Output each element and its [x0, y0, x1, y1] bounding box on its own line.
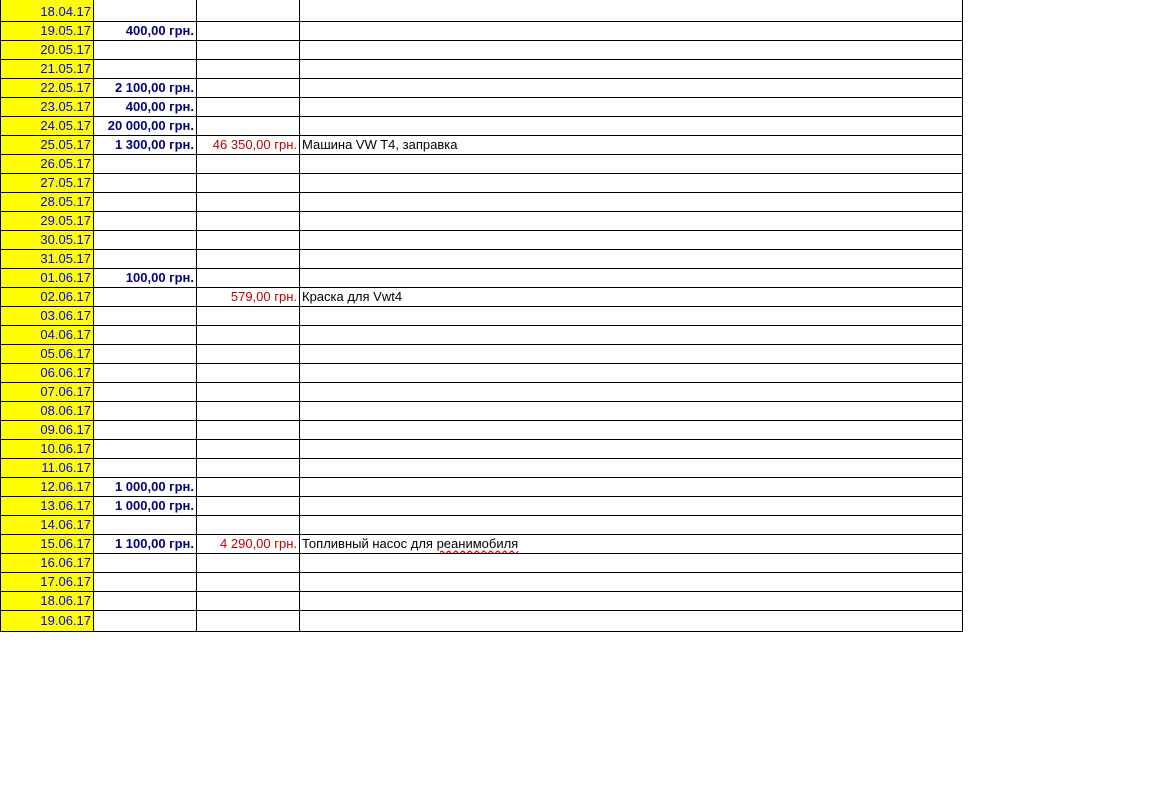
note-cell-text: Машина VW T4, заправка — [302, 136, 458, 152]
income-cell[interactable] — [94, 287, 197, 306]
table-row — [1, 78, 963, 97]
table-row — [1, 192, 963, 211]
income-cell-text: 20 000,00 грн. — [107, 117, 194, 133]
note-cell[interactable] — [300, 135, 963, 154]
spellcheck-flagged-word: реанимобиля — [436, 535, 519, 551]
date-cell[interactable] — [1, 610, 94, 631]
date-cell[interactable] — [1, 21, 94, 40]
expense-cell[interactable] — [197, 515, 300, 534]
expense-cell[interactable] — [197, 534, 300, 553]
table-row — [1, 439, 963, 458]
date-cell[interactable] — [1, 572, 94, 591]
income-cell[interactable] — [94, 78, 197, 97]
date-cell[interactable] — [1, 287, 94, 306]
table-row — [1, 249, 963, 268]
table-row — [1, 344, 963, 363]
note-cell[interactable] — [300, 382, 963, 401]
income-cell[interactable] — [94, 553, 197, 572]
note-cell[interactable] — [300, 230, 963, 249]
date-cell-text: 29.05.17 — [40, 212, 91, 228]
income-cell[interactable] — [94, 439, 197, 458]
income-cell[interactable] — [94, 154, 197, 173]
date-cell-text: 15.06.17 — [40, 535, 91, 551]
note-cell[interactable] — [300, 325, 963, 344]
date-cell-text: 12.06.17 — [40, 478, 91, 494]
note-cell[interactable] — [300, 97, 963, 116]
note-cell[interactable] — [300, 572, 963, 591]
date-cell[interactable] — [1, 268, 94, 287]
date-cell[interactable] — [1, 249, 94, 268]
date-cell-text: 27.05.17 — [40, 174, 91, 190]
income-cell[interactable] — [94, 249, 197, 268]
table-row — [1, 591, 963, 610]
table-row — [1, 230, 963, 249]
income-cell[interactable] — [94, 21, 197, 40]
date-cell[interactable] — [1, 135, 94, 154]
note-cell[interactable] — [300, 192, 963, 211]
table-row — [1, 477, 963, 496]
table-row — [1, 553, 963, 572]
date-cell[interactable] — [1, 591, 94, 610]
date-cell-text: 07.06.17 — [40, 383, 91, 399]
date-cell-text: 03.06.17 — [40, 307, 91, 323]
income-cell[interactable] — [94, 230, 197, 249]
income-cell[interactable] — [94, 192, 197, 211]
income-cell-text: 400,00 грн. — [125, 22, 194, 38]
table-row — [1, 306, 963, 325]
income-cell-text: 400,00 грн. — [125, 98, 194, 114]
income-cell[interactable] — [94, 363, 197, 382]
income-cell[interactable] — [94, 268, 197, 287]
date-cell[interactable] — [1, 382, 94, 401]
date-cell-text: 20.05.17 — [40, 41, 91, 57]
date-cell[interactable] — [1, 496, 94, 515]
table-row — [1, 382, 963, 401]
note-cell[interactable] — [300, 116, 963, 135]
date-cell[interactable] — [1, 97, 94, 116]
note-cell[interactable] — [300, 534, 963, 553]
date-cell-text: 05.06.17 — [40, 345, 91, 361]
income-cell[interactable] — [94, 515, 197, 534]
date-cell[interactable] — [1, 553, 94, 572]
note-cell[interactable] — [300, 173, 963, 192]
note-cell[interactable] — [300, 287, 963, 306]
expense-cell[interactable] — [197, 553, 300, 572]
date-cell[interactable] — [1, 40, 94, 59]
expense-cell[interactable] — [197, 78, 300, 97]
date-cell-text: 18.04.17 — [40, 3, 91, 19]
income-cell-text: 1 000,00 грн. — [114, 497, 194, 513]
expense-cell[interactable] — [197, 21, 300, 40]
expense-cell[interactable] — [197, 344, 300, 363]
expense-cell[interactable] — [197, 59, 300, 78]
income-cell[interactable] — [94, 97, 197, 116]
date-cell-text: 25.05.17 — [40, 136, 91, 152]
date-cell-text: 04.06.17 — [40, 326, 91, 342]
date-cell-text: 19.06.17 — [40, 612, 91, 628]
date-cell-text: 23.05.17 — [40, 98, 91, 114]
income-cell[interactable] — [94, 116, 197, 135]
date-cell[interactable] — [1, 420, 94, 439]
table-row — [1, 59, 963, 78]
table-row — [1, 173, 963, 192]
expense-cell[interactable] — [197, 496, 300, 515]
income-cell[interactable] — [94, 477, 197, 496]
expense-cell[interactable] — [197, 116, 300, 135]
date-cell[interactable] — [1, 230, 94, 249]
table-row — [1, 458, 963, 477]
note-cell[interactable] — [300, 420, 963, 439]
expense-cell[interactable] — [197, 268, 300, 287]
note-cell[interactable] — [300, 211, 963, 230]
note-cell[interactable] — [300, 401, 963, 420]
date-cell-text: 18.06.17 — [40, 592, 91, 608]
date-cell[interactable] — [1, 515, 94, 534]
income-cell[interactable] — [94, 401, 197, 420]
date-cell[interactable] — [1, 173, 94, 192]
income-cell[interactable] — [94, 591, 197, 610]
date-cell[interactable] — [1, 534, 94, 553]
date-cell[interactable] — [1, 154, 94, 173]
income-cell[interactable] — [94, 458, 197, 477]
note-cell[interactable] — [300, 344, 963, 363]
date-cell[interactable] — [1, 344, 94, 363]
note-cell[interactable] — [300, 0, 963, 21]
expense-cell[interactable] — [197, 325, 300, 344]
expense-cell[interactable] — [197, 249, 300, 268]
table-row — [1, 420, 963, 439]
expense-cell-text: 46 350,00 грн. — [212, 136, 297, 152]
table-row — [1, 21, 963, 40]
date-cell-text: 30.05.17 — [40, 231, 91, 247]
note-cell[interactable] — [300, 553, 963, 572]
expense-cell[interactable] — [197, 401, 300, 420]
date-cell[interactable] — [1, 401, 94, 420]
table-row — [1, 610, 963, 631]
date-cell-text: 01.06.17 — [40, 269, 91, 285]
table-row — [1, 401, 963, 420]
date-cell-text: 10.06.17 — [40, 440, 91, 456]
date-cell[interactable] — [1, 0, 94, 21]
note-cell[interactable] — [300, 306, 963, 325]
expense-cell[interactable] — [197, 135, 300, 154]
date-cell[interactable] — [1, 59, 94, 78]
table-row — [1, 40, 963, 59]
note-cell[interactable] — [300, 515, 963, 534]
note-cell[interactable] — [300, 40, 963, 59]
income-cell-text: 100,00 грн. — [125, 269, 194, 285]
table-row — [1, 534, 963, 553]
expense-cell[interactable] — [197, 0, 300, 21]
date-cell[interactable] — [1, 477, 94, 496]
date-cell-text: 13.06.17 — [40, 497, 91, 513]
date-cell[interactable] — [1, 116, 94, 135]
note-cell[interactable] — [300, 78, 963, 97]
expense-cell[interactable] — [197, 306, 300, 325]
note-cell[interactable] — [300, 21, 963, 40]
date-cell[interactable] — [1, 306, 94, 325]
income-cell[interactable] — [94, 610, 197, 631]
date-cell-text: 31.05.17 — [40, 250, 91, 266]
note-cell-text: Краска для Vwt4 — [302, 288, 403, 304]
table-row — [1, 496, 963, 515]
note-cell[interactable] — [300, 249, 963, 268]
expense-cell[interactable] — [197, 439, 300, 458]
note-cell[interactable] — [300, 268, 963, 287]
date-cell-text: 24.05.17 — [40, 117, 91, 133]
income-cell-text: 1 000,00 грн. — [114, 478, 194, 494]
table-row — [1, 287, 963, 306]
income-cell[interactable] — [94, 572, 197, 591]
income-cell[interactable] — [94, 59, 197, 78]
date-cell-text: 09.06.17 — [40, 421, 91, 437]
expense-cell[interactable] — [197, 477, 300, 496]
note-cell[interactable] — [300, 363, 963, 382]
expense-cell[interactable] — [197, 363, 300, 382]
expense-cell[interactable] — [197, 610, 300, 631]
note-cell[interactable] — [300, 477, 963, 496]
date-cell[interactable] — [1, 325, 94, 344]
expense-cell[interactable] — [197, 173, 300, 192]
table-row — [1, 97, 963, 116]
date-cell-text: 26.05.17 — [40, 155, 91, 171]
note-cell[interactable] — [300, 458, 963, 477]
income-cell[interactable] — [94, 325, 197, 344]
income-cell[interactable] — [94, 496, 197, 515]
income-cell-text: 1 100,00 грн. — [114, 535, 194, 551]
expense-cell-text: 579,00 грн. — [230, 288, 297, 304]
date-cell-text: 17.06.17 — [40, 573, 91, 589]
note-cell[interactable] — [300, 496, 963, 515]
date-cell[interactable] — [1, 78, 94, 97]
income-cell[interactable] — [94, 173, 197, 192]
expense-cell[interactable] — [197, 420, 300, 439]
expense-cell[interactable] — [197, 591, 300, 610]
income-cell[interactable] — [94, 420, 197, 439]
date-cell[interactable] — [1, 439, 94, 458]
expense-cell[interactable] — [197, 211, 300, 230]
expense-cell[interactable] — [197, 230, 300, 249]
note-cell[interactable] — [300, 154, 963, 173]
date-cell-text: 21.05.17 — [40, 60, 91, 76]
date-cell-text: 19.05.17 — [40, 22, 91, 38]
expense-cell[interactable] — [197, 287, 300, 306]
date-cell-text: 11.06.17 — [41, 459, 91, 475]
table-row — [1, 116, 963, 135]
expense-cell[interactable] — [197, 458, 300, 477]
expense-cell[interactable] — [197, 572, 300, 591]
date-cell-text: 08.06.17 — [40, 402, 91, 418]
table-row — [1, 268, 963, 287]
date-cell-text: 16.06.17 — [40, 554, 91, 570]
date-cell-text: 22.05.17 — [40, 79, 91, 95]
table-row — [1, 515, 963, 534]
note-cell-text: Топливный насос для — [302, 535, 437, 551]
expense-cell[interactable] — [197, 192, 300, 211]
date-cell[interactable] — [1, 458, 94, 477]
income-cell[interactable] — [94, 40, 197, 59]
table-row — [1, 325, 963, 344]
income-cell[interactable] — [94, 306, 197, 325]
income-cell[interactable] — [94, 382, 197, 401]
date-cell-text: 14.06.17 — [40, 516, 91, 532]
expense-cell[interactable] — [197, 154, 300, 173]
date-cell[interactable] — [1, 192, 94, 211]
table-row — [1, 0, 963, 21]
table-row — [1, 363, 963, 382]
note-cell[interactable] — [300, 439, 963, 458]
expense-cell[interactable] — [197, 382, 300, 401]
note-cell[interactable] — [300, 591, 963, 610]
income-cell-text: 1 300,00 грн. — [114, 136, 194, 152]
expense-cell-text: 4 290,00 грн. — [220, 535, 297, 551]
note-cell[interactable] — [300, 59, 963, 78]
date-cell-text: 28.05.17 — [40, 193, 91, 209]
ledger-body — [1, 0, 963, 631]
date-cell-text: 02.06.17 — [40, 288, 91, 304]
table-row — [1, 572, 963, 591]
expense-cell[interactable] — [197, 97, 300, 116]
table-row — [1, 135, 963, 154]
table-row — [1, 154, 963, 173]
date-cell-text: 06.06.17 — [40, 364, 91, 380]
note-cell[interactable] — [300, 610, 963, 631]
income-cell[interactable] — [94, 135, 197, 154]
date-cell[interactable] — [1, 211, 94, 230]
date-cell[interactable] — [1, 363, 94, 382]
income-cell[interactable] — [94, 211, 197, 230]
income-cell[interactable] — [94, 0, 197, 21]
income-cell[interactable] — [94, 534, 197, 553]
expense-cell[interactable] — [197, 40, 300, 59]
table-row — [1, 211, 963, 230]
income-cell[interactable] — [94, 344, 197, 363]
income-cell-text: 2 100,00 грн. — [114, 79, 194, 95]
